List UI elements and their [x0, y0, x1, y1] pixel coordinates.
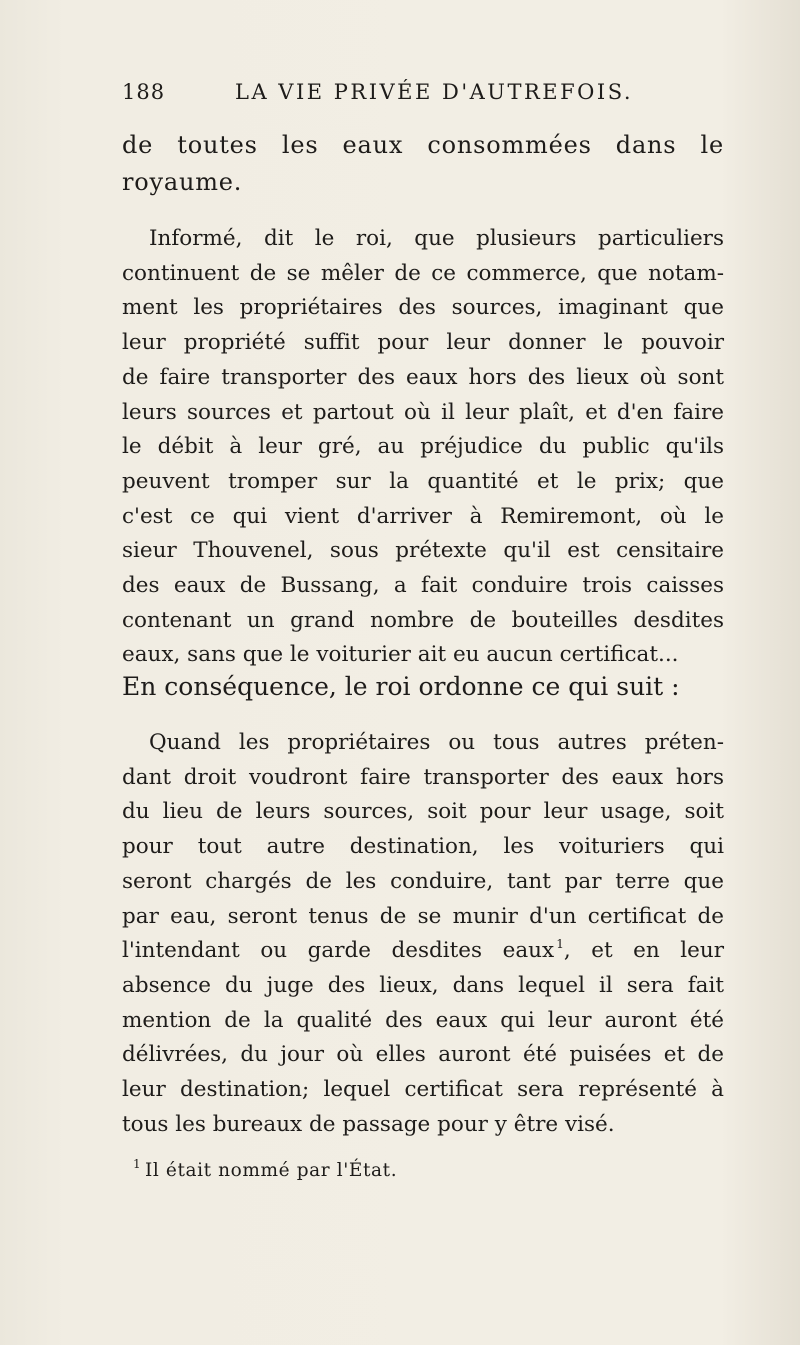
text-line: délivrées, du jour où elles auront été puisées et de	[122, 1042, 724, 1068]
text-line: continuent de se mêler de ce commerce, que notam-	[122, 260, 724, 286]
text-line: le débit à leur gré, au préjudice du public qu'ils	[122, 434, 724, 460]
text-line: seront chargés de les conduire, tant par terre que	[122, 868, 724, 894]
footnote-mark: 1	[133, 1157, 142, 1171]
text-line: absence du juge des lieux, dans lequel il sera fait	[122, 972, 724, 998]
text-line: royaume.	[122, 168, 243, 196]
paragraph-continuation	[122, 127, 724, 201]
text-segment: l'intendant ou garde desdites eaux	[122, 938, 555, 964]
footnote	[133, 1157, 398, 1181]
paragraph-quand	[122, 726, 724, 1142]
text-line: de toutes les eaux consommées dans le	[122, 131, 724, 159]
text-line: leur destination; lequel certificat sera représenté à	[122, 1077, 724, 1103]
text-line: des eaux de Bussang, a fait conduire trois caisses	[122, 573, 724, 599]
page-number: 188	[122, 80, 166, 104]
text-line: de faire transporter des eaux hors des lieux où sont	[122, 364, 724, 390]
running-title: LA VIE PRIVÉE D'AUTREFOIS.	[235, 80, 634, 104]
text-segment: , et en leur	[563, 938, 724, 964]
text-line: pour tout autre destination, les voituriers qui	[122, 834, 724, 860]
text-line: c'est ce qui vient d'arriver à Remiremont, où le	[122, 503, 724, 529]
text-line: mention de la qualité des eaux qui leur auront été	[122, 1007, 724, 1033]
text-line: sieur Thouvenel, sous prétexte qu'il est censitaire	[122, 538, 724, 564]
footnote-text: Il était nommé par l'État.	[145, 1160, 398, 1181]
text-line: Informé, dit le roi, que plusieurs particuliers	[149, 226, 724, 251]
paragraph-consequence	[122, 669, 724, 705]
paragraph-informe	[122, 222, 724, 673]
text-line: du lieu de leurs sources, soit pour leur usage, soit	[122, 799, 724, 825]
text-line: peuvent tromper sur la quantité et le prix; que	[122, 468, 724, 494]
text-line: tous les bureaux de passage pour y être visé.	[122, 1111, 615, 1137]
footnote-reference[interactable]: 1	[556, 937, 564, 952]
text-line-with-footnote	[122, 934, 724, 969]
text-line: ment les propriétaires des sources, imaginant que	[122, 295, 724, 321]
text-line: eaux, sans que le voiturier ait eu aucun certificat...	[122, 642, 679, 668]
text-line: contenant un grand nombre de bouteilles desdites	[122, 607, 724, 633]
text-line: par eau, seront tenus de se munir d'un certificat de	[122, 903, 724, 929]
page-header	[122, 80, 722, 108]
text-line: dant droit voudront faire transporter des eaux hors	[122, 764, 724, 790]
text-line: Quand les propriétaires ou tous autres préten-	[149, 730, 724, 755]
text-line: leurs sources et partout où il leur plaît, et d'en faire	[122, 399, 724, 425]
text-line: En conséquence, le roi ordonne ce qui suit :	[122, 672, 680, 701]
text-line: leur propriété suffit pour leur donner le pouvoir	[122, 330, 724, 356]
